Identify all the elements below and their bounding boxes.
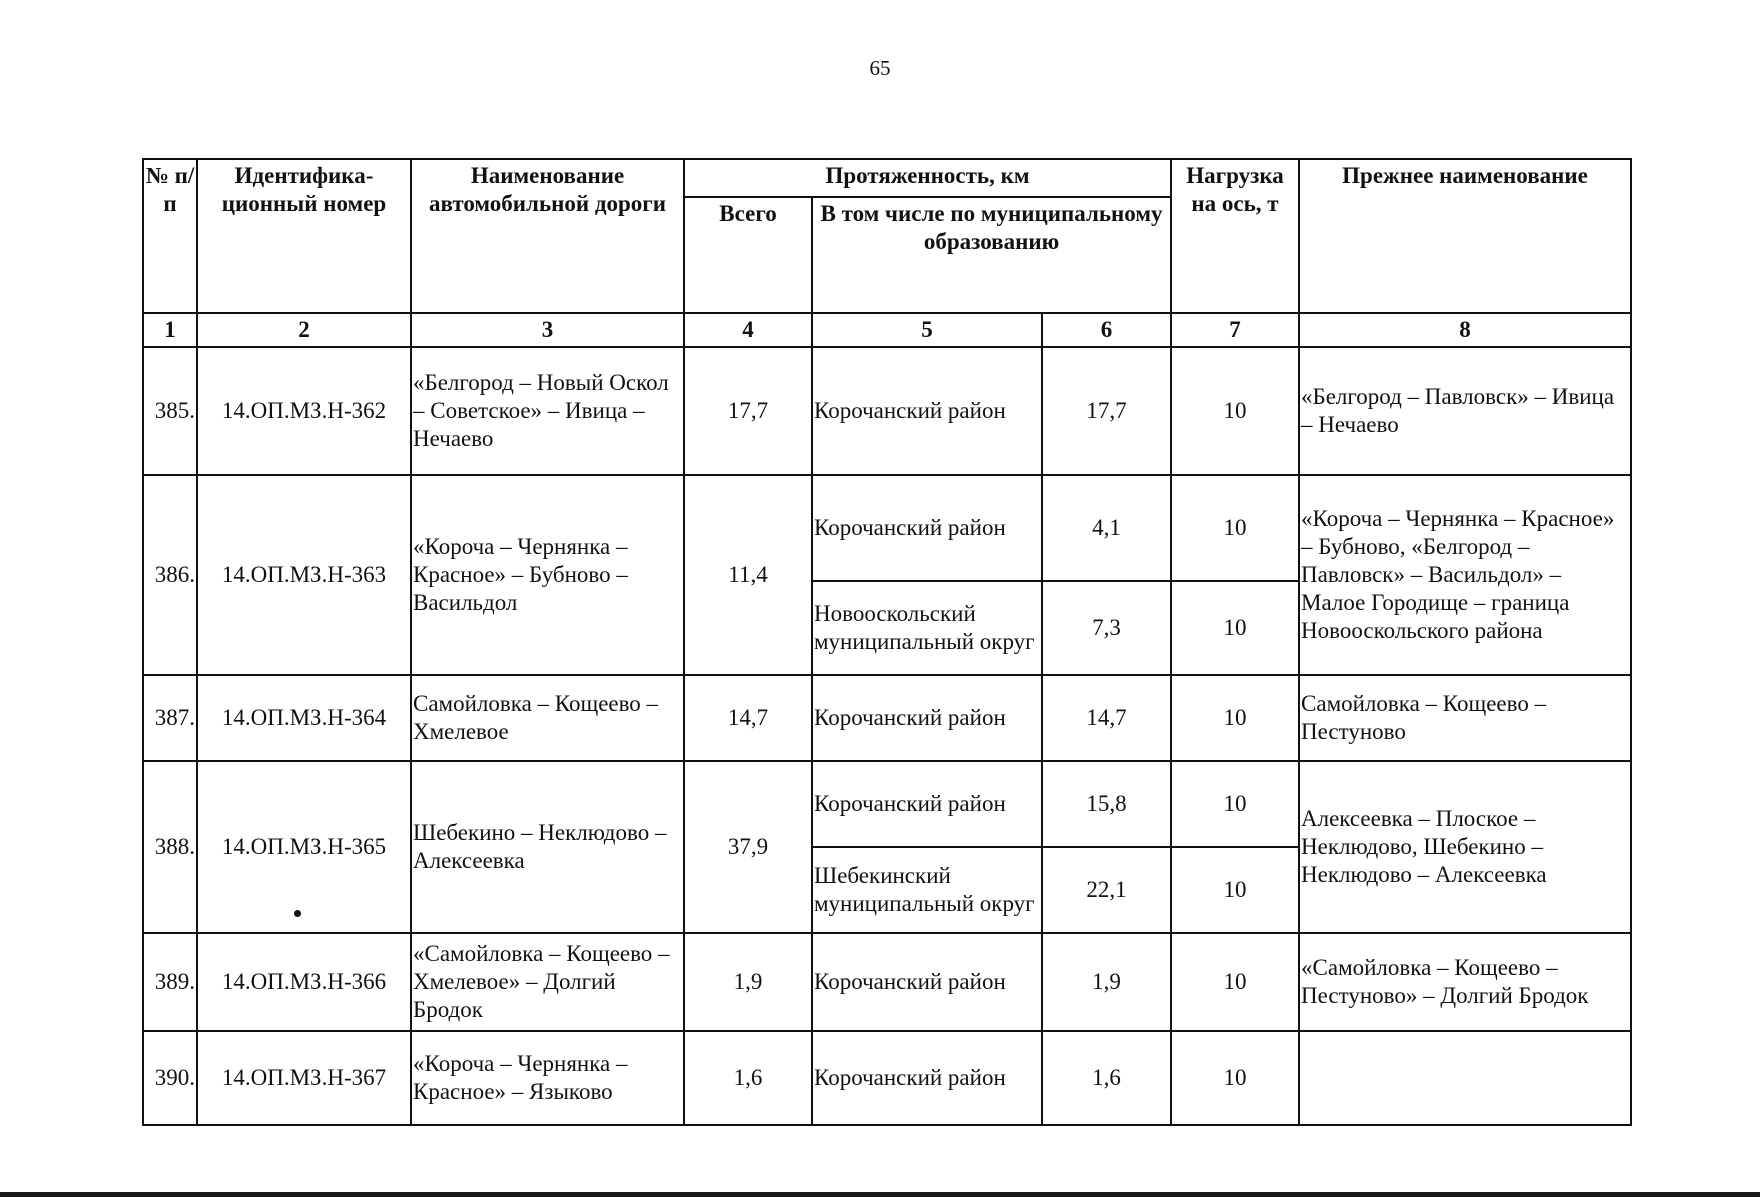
municipality-length: 14,7 [1042, 675, 1171, 761]
col-number: 5 [812, 313, 1042, 347]
row-number: 385. [143, 347, 197, 475]
length-total: 11,4 [684, 475, 812, 675]
header-row [143, 159, 1631, 197]
row-number: 389. [143, 933, 197, 1031]
row-number: 386. [143, 475, 197, 675]
header-name: Наименование автомобильной дороги [411, 159, 684, 313]
length-total: 14,7 [684, 675, 812, 761]
length-total: 1,6 [684, 1031, 812, 1125]
previous-name: «Короча – Чернянка – Красное» – Бубново, «Белгород – Павловск» – Васильдол» – Малое Городище – граница Новооскольского района [1299, 475, 1631, 675]
road-id: 14.ОП.МЗ.Н-363 [197, 475, 411, 675]
table-row [143, 347, 1631, 475]
road-id: 14.ОП.МЗ.Н-366 [197, 933, 411, 1031]
scan-dot [294, 910, 301, 917]
length-total: 37,9 [684, 761, 812, 933]
previous-name [1299, 1031, 1631, 1125]
row-number: 388. [143, 761, 197, 933]
road-name: «Короча – Чернянка – Красное» – Бубново – Васильдол [411, 475, 684, 675]
municipality-length: 22,1 [1042, 847, 1171, 933]
header-num: № п/п [143, 159, 197, 313]
previous-name: Алексеевка – Плоское – Неклюдово, Шебекино – Неклюдово – Алексеевка [1299, 761, 1631, 933]
municipality: Корочанский район [812, 1031, 1042, 1125]
road-id: 14.ОП.МЗ.Н-367 [197, 1031, 411, 1125]
header-id: Идентифика-ционный номер [197, 159, 411, 313]
header-prev: Прежнее наименование [1299, 159, 1631, 313]
table-row [143, 1031, 1631, 1125]
column-numbers-row [143, 313, 1631, 347]
road-name: «Короча – Чернянка – Красное» – Языково [411, 1031, 684, 1125]
table-row [143, 933, 1631, 1031]
header-incl: В том числе по муниципальному образованию [812, 197, 1171, 313]
municipality: Корочанский район [812, 761, 1042, 847]
page-number: 65 [869, 56, 891, 80]
municipality-length: 17,7 [1042, 347, 1171, 475]
row-number: 387. [143, 675, 197, 761]
municipality: Корочанский район [812, 675, 1042, 761]
roads-table [142, 158, 1632, 1126]
municipality: Корочанский район [812, 933, 1042, 1031]
municipality-length: 1,9 [1042, 933, 1171, 1031]
table-row [143, 475, 1631, 581]
road-name: «Белгород – Новый Оскол – Советское» – Ивица – Нечаево [411, 347, 684, 475]
road-id: 14.ОП.МЗ.Н-362 [197, 347, 411, 475]
municipality: Корочанский район [812, 347, 1042, 475]
axle-load: 10 [1171, 475, 1299, 581]
axle-load: 10 [1171, 1031, 1299, 1125]
road-id: 14.ОП.МЗ.Н-364 [197, 675, 411, 761]
axle-load: 10 [1171, 675, 1299, 761]
col-number: 6 [1042, 313, 1171, 347]
axle-load: 10 [1171, 933, 1299, 1031]
axle-load: 10 [1171, 581, 1299, 675]
axle-load: 10 [1171, 761, 1299, 847]
road-id: 14.ОП.МЗ.Н-365 [197, 761, 411, 933]
length-total: 17,7 [684, 347, 812, 475]
col-number: 2 [197, 313, 411, 347]
axle-load: 10 [1171, 847, 1299, 933]
header-load: Нагрузка на ось, т [1171, 159, 1299, 313]
length-total: 1,9 [684, 933, 812, 1031]
header-length: Протяженность, км [684, 159, 1171, 197]
municipality-length: 15,8 [1042, 761, 1171, 847]
table-row [143, 761, 1631, 847]
page-bottom-rule [0, 1192, 1760, 1197]
road-name: «Самойловка – Кощеево – Хмелевое» – Долгий Бродок [411, 933, 684, 1031]
previous-name: Самойловка – Кощеево – Пестуново [1299, 675, 1631, 761]
municipality: Шебекинский муниципальный округ [812, 847, 1042, 933]
municipality: Новооскольский муниципальный округ [812, 581, 1042, 675]
municipality-length: 4,1 [1042, 475, 1171, 581]
municipality-length: 1,6 [1042, 1031, 1171, 1125]
col-number: 4 [684, 313, 812, 347]
road-name: Самойловка – Кощеево – Хмелевое [411, 675, 684, 761]
axle-load: 10 [1171, 347, 1299, 475]
col-number: 1 [143, 313, 197, 347]
previous-name: «Самойловка – Кощеево – Пестуново» – Долгий Бродок [1299, 933, 1631, 1031]
municipality-length: 7,3 [1042, 581, 1171, 675]
municipality: Корочанский район [812, 475, 1042, 581]
road-name: Шебекино – Неклюдово – Алексеевка [411, 761, 684, 933]
col-number: 7 [1171, 313, 1299, 347]
col-number: 8 [1299, 313, 1631, 347]
col-number: 3 [411, 313, 684, 347]
header-total: Всего [684, 197, 812, 313]
table-row [143, 675, 1631, 761]
row-number: 390. [143, 1031, 197, 1125]
previous-name: «Белгород – Павловск» – Ивица – Нечаево [1299, 347, 1631, 475]
